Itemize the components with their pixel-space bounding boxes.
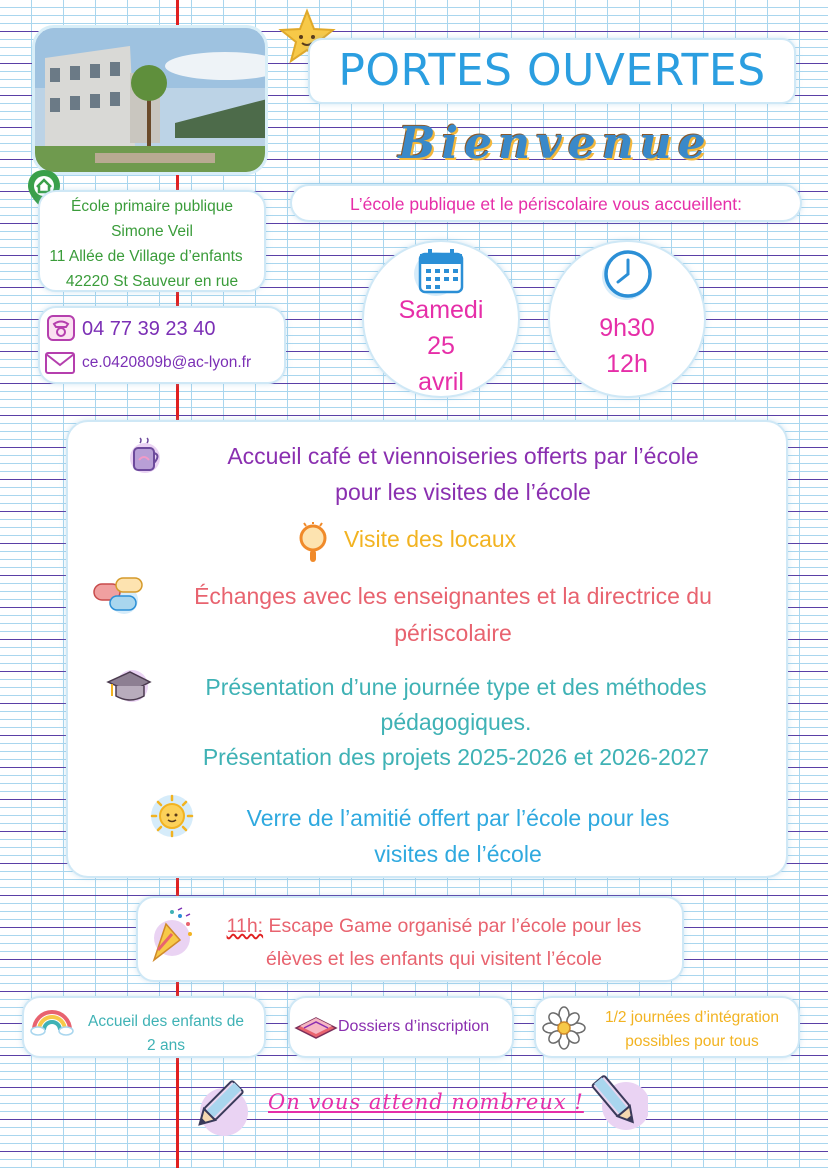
children-age-card bbox=[22, 996, 266, 1058]
date-month: avril bbox=[418, 368, 464, 396]
rainbow-icon bbox=[30, 1004, 74, 1036]
school-name-line2: Simone Veil bbox=[111, 223, 193, 240]
sun-icon bbox=[148, 792, 196, 840]
daisy-flower-icon bbox=[542, 1006, 586, 1050]
escape-game-card bbox=[136, 896, 684, 982]
activity-drinks bbox=[198, 800, 718, 872]
activity-exchange bbox=[148, 578, 758, 652]
date-number: 25 bbox=[427, 332, 455, 360]
time-circle bbox=[548, 240, 706, 398]
activity-presentation-line1: Présentation d’une journée type et des méthodes bbox=[205, 674, 707, 700]
integration-card bbox=[534, 996, 800, 1058]
children-age-line1: Accueil des enfants de bbox=[88, 1013, 244, 1030]
school-photo bbox=[32, 25, 268, 175]
subtitle-text: L’école publique et le périscolaire vous accueillent: bbox=[349, 194, 743, 214]
integration-line1: 1/2 journées d’intégration bbox=[604, 1009, 780, 1026]
activity-exchange-line1: Échanges avec les enseignantes et la directrice du bbox=[194, 583, 712, 609]
escape-game-time: 11h: bbox=[226, 915, 264, 937]
clock-icon bbox=[600, 246, 656, 302]
subtitle-box bbox=[290, 184, 802, 222]
magnifier-icon bbox=[296, 522, 332, 564]
welcome-text: Bienvenue bbox=[398, 118, 712, 169]
party-popper-icon bbox=[150, 906, 196, 964]
escape-game-line2: élèves et les enfants qui visitent l’école bbox=[265, 948, 603, 970]
phone-number[interactable]: 04 77 39 23 40 bbox=[82, 318, 216, 340]
activity-presentation-line2: pédagogiques. bbox=[380, 709, 532, 735]
activity-coffee-line2: pour les visites de l’école bbox=[335, 479, 591, 505]
email-address[interactable]: ce.0420809b@ac-lyon.fr bbox=[82, 354, 252, 371]
title-box bbox=[308, 38, 796, 104]
welcome-word-art bbox=[385, 118, 725, 170]
school-address: 11 Allée de Village d’enfants bbox=[49, 248, 243, 265]
phone-icon bbox=[46, 314, 76, 342]
activity-presentation-line3: Présentation des projets 2025-2026 et 2026-2027 bbox=[202, 744, 710, 770]
activity-visit: Visite des locaux bbox=[344, 526, 517, 552]
activity-coffee-line1: Accueil café et viennoiseries offerts par l’école bbox=[227, 443, 699, 469]
date-circle bbox=[362, 240, 520, 398]
activity-exchange-line2: périscolaire bbox=[394, 620, 512, 646]
children-age-line2: 2 ans bbox=[147, 1037, 185, 1054]
activity-drinks-line2: visites de l’école bbox=[374, 841, 542, 867]
time-start: 9h30 bbox=[599, 314, 655, 342]
integration-line2: possibles pour tous bbox=[625, 1033, 759, 1050]
escape-game-line1: Escape Game organisé par l’école pour les bbox=[263, 915, 642, 937]
dossiers-card bbox=[288, 996, 514, 1058]
school-address-card bbox=[38, 190, 266, 292]
date-day: Samedi bbox=[398, 296, 484, 324]
pencil-left-icon bbox=[186, 1074, 250, 1138]
chat-bubbles-icon bbox=[92, 576, 146, 616]
graduation-cap-icon bbox=[104, 666, 152, 706]
activity-drinks-line1: Verre de l’amitié offert par l’école pour les bbox=[246, 805, 670, 831]
folder-icon bbox=[294, 1014, 338, 1042]
school-name-line1: École primaire publique bbox=[71, 198, 233, 215]
page-title: PORTES OUVERTES bbox=[338, 45, 766, 96]
activities-card bbox=[66, 420, 788, 878]
activity-presentation bbox=[156, 670, 756, 775]
school-city: 42220 St Sauveur en rue bbox=[65, 273, 239, 290]
time-end: 12h bbox=[606, 350, 648, 378]
dossiers-text: Dossiers d’inscription bbox=[338, 1018, 490, 1035]
activity-coffee bbox=[173, 438, 753, 510]
footer-message: On vous attend nombreux ! bbox=[268, 1090, 584, 1114]
calendar-icon bbox=[412, 244, 468, 298]
mug-icon bbox=[128, 436, 164, 474]
pencil-right-icon bbox=[584, 1070, 648, 1134]
contact-card bbox=[38, 306, 286, 384]
email-icon bbox=[44, 350, 76, 376]
